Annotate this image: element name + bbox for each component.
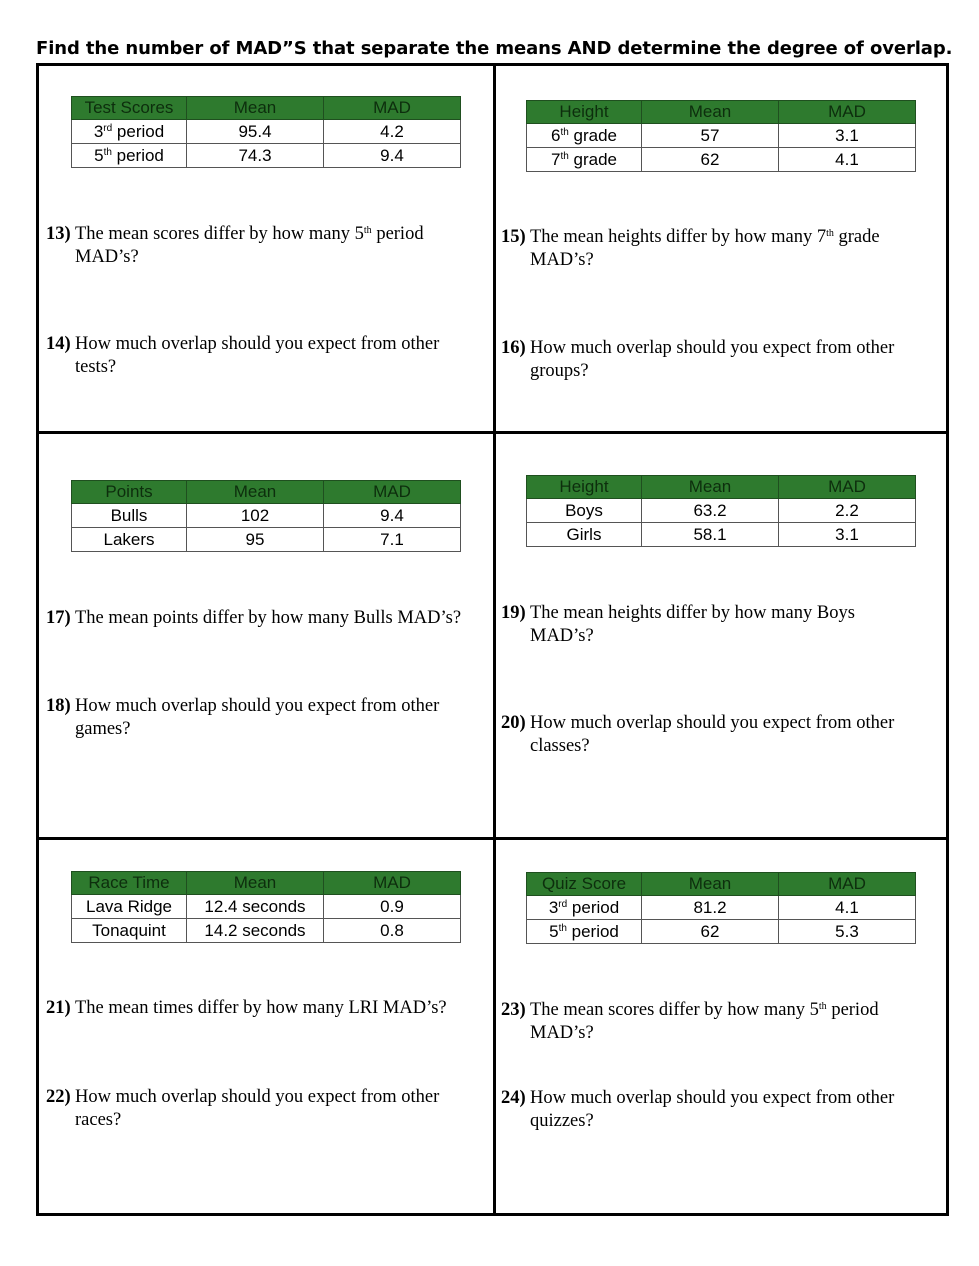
question-number: 15) [501, 227, 526, 247]
table-row [527, 148, 916, 172]
question-overlap [46, 333, 466, 379]
table-row [72, 144, 461, 168]
data-table [71, 480, 461, 552]
table-row [72, 120, 461, 144]
row-mean: 57 [642, 124, 779, 148]
column-header-group: Race Time [72, 872, 187, 895]
question-number: 23) [501, 1000, 526, 1020]
question-mads-difference [501, 999, 921, 1045]
question-text: The mean heights differ by how many Boys MAD’s? [530, 603, 855, 646]
data-table [526, 475, 916, 547]
table-row [527, 124, 916, 148]
row-mad: 2.2 [779, 499, 916, 523]
question-text: The mean scores differ by how many 5th period MAD’s? [75, 224, 424, 267]
row-label: 3rd period [527, 896, 642, 920]
question-text: How much overlap should you expect from other games? [75, 696, 440, 739]
question-text: The mean points differ by how many Bulls MAD’s? [75, 608, 462, 628]
question-overlap [46, 1086, 466, 1132]
row-label: Girls [527, 523, 642, 547]
question-number: 17) [46, 608, 71, 628]
table-row [527, 896, 916, 920]
table-row [72, 919, 461, 943]
column-header-group: Test Scores [72, 97, 187, 120]
row-mean: 58.1 [642, 523, 779, 547]
column-header-mean: Mean [187, 481, 324, 504]
row-mean: 63.2 [642, 499, 779, 523]
row-mean: 81.2 [642, 896, 779, 920]
row-label: Bulls [72, 504, 187, 528]
row-mean: 102 [187, 504, 324, 528]
column-header-mean: Mean [642, 873, 779, 896]
question-text: How much overlap should you expect from other tests? [75, 334, 440, 377]
row-label: 7th grade [527, 148, 642, 172]
data-table [526, 872, 916, 944]
question-number: 13) [46, 224, 71, 244]
row-mean: 14.2 seconds [187, 919, 324, 943]
row-mad: 3.1 [779, 523, 916, 547]
table-header-row [72, 481, 461, 504]
question-number: 18) [46, 696, 71, 716]
column-header-mad: MAD [779, 873, 916, 896]
row-label: Lava Ridge [72, 895, 187, 919]
grid-divider-vertical [493, 66, 496, 1213]
row-mad: 7.1 [324, 528, 461, 552]
row-label: Boys [527, 499, 642, 523]
question-number: 24) [501, 1088, 526, 1108]
question-overlap [501, 337, 921, 383]
table-row [72, 895, 461, 919]
row-mean: 12.4 seconds [187, 895, 324, 919]
table-header-row [72, 872, 461, 895]
question-overlap [501, 1087, 921, 1133]
column-header-mean: Mean [187, 872, 324, 895]
question-number: 16) [501, 338, 526, 358]
question-overlap [46, 695, 466, 741]
question-text: How much overlap should you expect from other classes? [530, 713, 895, 756]
column-header-mean: Mean [187, 97, 324, 120]
question-number: 22) [46, 1087, 71, 1107]
column-header-mad: MAD [324, 481, 461, 504]
question-text: The mean heights differ by how many 7th grade MAD’s? [530, 227, 880, 270]
column-header-mad: MAD [324, 97, 461, 120]
row-mean: 95.4 [187, 120, 324, 144]
question-mads-difference [46, 997, 466, 1020]
column-header-group: Height [527, 476, 642, 499]
question-mads-difference [46, 607, 466, 630]
question-text: How much overlap should you expect from other groups? [530, 338, 895, 381]
row-mean: 74.3 [187, 144, 324, 168]
data-table [526, 100, 916, 172]
row-mean: 62 [642, 920, 779, 944]
question-number: 14) [46, 334, 71, 354]
row-mean: 62 [642, 148, 779, 172]
question-text: The mean scores differ by how many 5th period MAD’s? [530, 1000, 879, 1043]
page-title: Find the number of MAD”S that separate the means AND determine the degree of overlap. [36, 38, 953, 59]
question-number: 21) [46, 998, 71, 1018]
row-mad: 4.1 [779, 896, 916, 920]
question-mads-difference [46, 223, 466, 269]
row-label: 5th period [72, 144, 187, 168]
row-mad: 5.3 [779, 920, 916, 944]
row-mad: 4.1 [779, 148, 916, 172]
column-header-mad: MAD [324, 872, 461, 895]
row-mad: 9.4 [324, 144, 461, 168]
column-header-mean: Mean [642, 101, 779, 124]
question-mads-difference [501, 226, 921, 272]
question-text: How much overlap should you expect from other races? [75, 1087, 440, 1130]
table-header-row [527, 873, 916, 896]
column-header-mad: MAD [779, 476, 916, 499]
row-label: 5th period [527, 920, 642, 944]
row-label: 3rd period [72, 120, 187, 144]
column-header-mad: MAD [779, 101, 916, 124]
column-header-group: Quiz Score [527, 873, 642, 896]
row-mad: 4.2 [324, 120, 461, 144]
grid-divider-horizontal-2 [39, 837, 946, 840]
row-mad: 3.1 [779, 124, 916, 148]
table-row [527, 920, 916, 944]
table-row [72, 528, 461, 552]
row-mad: 9.4 [324, 504, 461, 528]
table-row [527, 523, 916, 547]
row-label: 6th grade [527, 124, 642, 148]
question-mads-difference [501, 602, 921, 648]
table-row [527, 499, 916, 523]
data-table [71, 96, 461, 168]
table-header-row [72, 97, 461, 120]
table-header-row [527, 101, 916, 124]
question-overlap [501, 712, 921, 758]
data-table [71, 871, 461, 943]
row-label: Lakers [72, 528, 187, 552]
row-mean: 95 [187, 528, 324, 552]
column-header-group: Points [72, 481, 187, 504]
column-header-group: Height [527, 101, 642, 124]
question-text: The mean times differ by how many LRI MAD’s? [75, 998, 447, 1018]
column-header-mean: Mean [642, 476, 779, 499]
question-number: 20) [501, 713, 526, 733]
table-row [72, 504, 461, 528]
row-mad: 0.9 [324, 895, 461, 919]
table-header-row [527, 476, 916, 499]
row-label: Tonaquint [72, 919, 187, 943]
grid-divider-horizontal-1 [39, 431, 946, 434]
question-number: 19) [501, 603, 526, 623]
row-mad: 0.8 [324, 919, 461, 943]
question-text: How much overlap should you expect from other quizzes? [530, 1088, 895, 1131]
